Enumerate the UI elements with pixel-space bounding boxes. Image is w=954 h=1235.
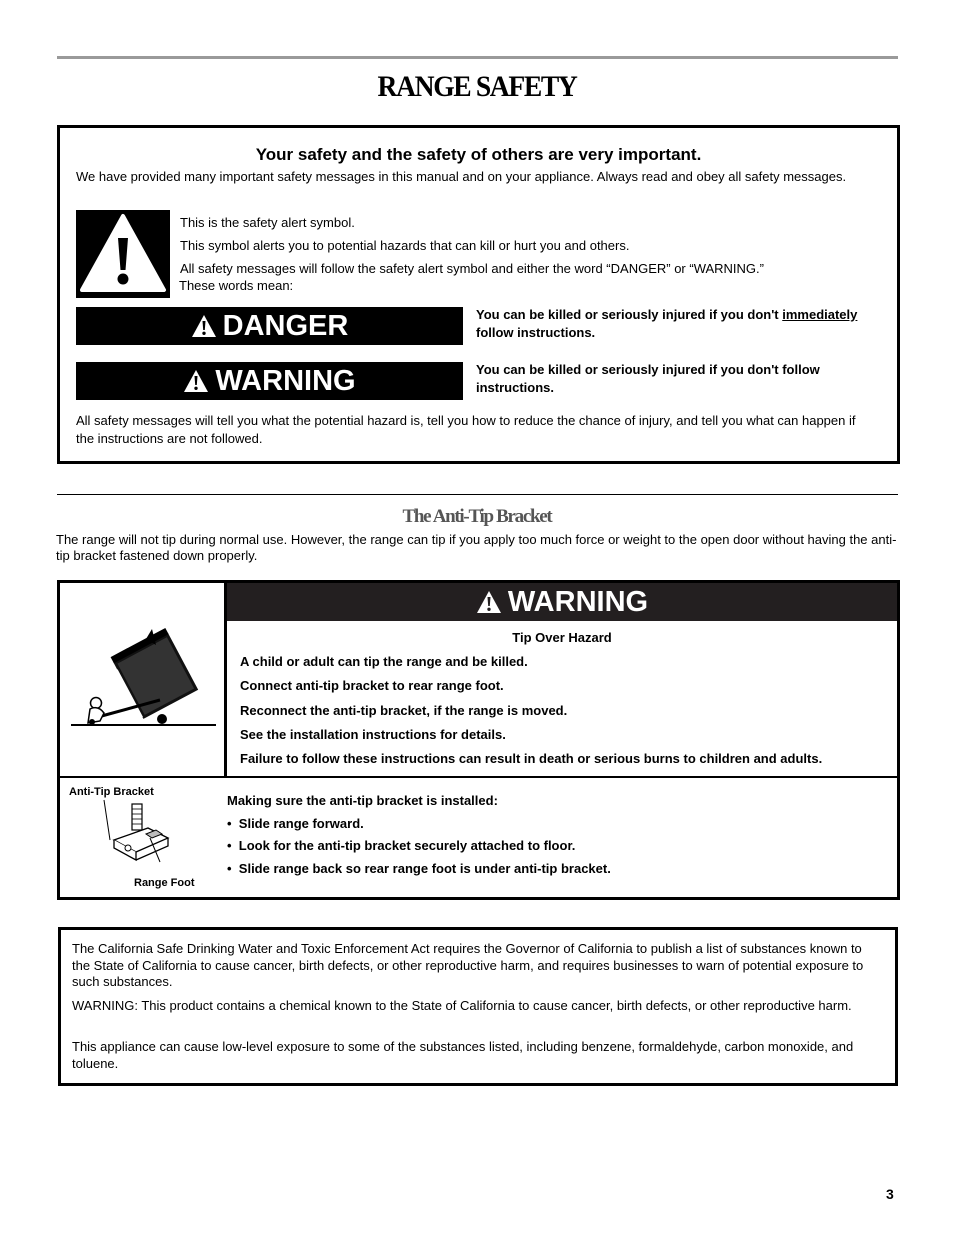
symbol-line-3: All safety messages will follow the safety alert symbol and either the word “DANGER” or “WARNING.” bbox=[180, 261, 764, 276]
danger-description bbox=[476, 306, 892, 342]
california-paragraph: The California Safe Drinking Water and Toxic Enforcement Act requires the Governor of California to publish a list of substances known to the State of California to cause cancer, birth defects, or other reproductive harm, and requires businesses to warn of potential exposure to such substances. bbox=[72, 941, 864, 989]
install-step: • Look for the anti-tip bracket securely attached to floor. bbox=[227, 838, 576, 853]
tip-warning-label: WARNING bbox=[507, 585, 649, 618]
hazard-line: See the installation instructions for details. bbox=[240, 727, 506, 742]
install-step: • Slide range forward. bbox=[227, 816, 364, 831]
danger-alert-icon bbox=[191, 314, 217, 338]
safety-provided-text: We have provided many important safety messages in this manual and on your appliance. Always read and obey all safety messages. bbox=[76, 169, 847, 184]
bullet-icon: • bbox=[227, 816, 239, 831]
section-rule bbox=[57, 494, 898, 495]
california-notice-box bbox=[58, 927, 898, 1086]
install-heading: Making sure the anti-tip bracket is installed: bbox=[227, 793, 498, 808]
anti-tip-bracket-diagram-icon bbox=[90, 798, 190, 878]
safety-intro-box bbox=[57, 125, 900, 464]
box-divider-horizontal bbox=[60, 776, 897, 778]
hazard-line: Failure to follow these instructions can result in death or serious burns to children and adults. bbox=[240, 751, 823, 766]
anti-tip-warning-box bbox=[57, 580, 900, 900]
hazard-line: Reconnect the anti-tip bracket, if the range is moved. bbox=[240, 703, 568, 718]
symbol-line-4: These words mean: bbox=[179, 278, 294, 293]
bullet-icon: • bbox=[227, 861, 239, 876]
warning-label: WARNING bbox=[215, 364, 356, 397]
hazard-line: Connect anti-tip bracket to rear range foot. bbox=[240, 678, 504, 693]
danger-desc-end: follow instructions. bbox=[476, 325, 596, 340]
bullet-icon: • bbox=[227, 838, 239, 853]
page-title: RANGE SAFETY bbox=[377, 70, 577, 103]
warning-banner bbox=[76, 362, 463, 400]
safety-alert-symbol-icon bbox=[76, 210, 170, 298]
california-paragraph: WARNING: This product contains a chemical known to the State of California to cause cancer, birth defects, or other reproductive harm. bbox=[72, 998, 852, 1013]
symbol-line-1: This is the safety alert symbol. bbox=[180, 215, 355, 230]
california-paragraph: This appliance can cause low-level exposure to some of the substances listed, including benzene, formaldehyde, carbon monoxide, and toluene. bbox=[72, 1039, 854, 1071]
tip-over-hazard-title: Tip Over Hazard bbox=[512, 630, 612, 645]
tip-warning-banner bbox=[227, 583, 897, 621]
page-number: 3 bbox=[886, 1186, 894, 1202]
hazard-line: A child or adult can tip the range and be killed. bbox=[240, 654, 528, 669]
install-step: • Slide range back so rear range foot is under anti-tip bracket. bbox=[227, 861, 611, 876]
anti-tip-intro: The range will not tip during normal use. However, the range can tip if you apply too much force or weight to the open door without having the anti-tip bracket fastened down properly. bbox=[56, 532, 897, 563]
danger-desc-start: You can be killed or seriously injured if you don't bbox=[476, 307, 783, 322]
range-foot-label: Range Foot bbox=[134, 877, 195, 889]
warning-description: You can be killed or seriously injured if you don't follow instructions. bbox=[476, 362, 820, 395]
warning-alert-icon bbox=[183, 369, 209, 393]
danger-desc-emphasis: immediately bbox=[782, 307, 858, 322]
anti-tip-title: The Anti-Tip Bracket bbox=[402, 506, 552, 527]
safety-closing-text: All safety messages will tell you what the potential hazard is, tell you how to reduce the chance of injury, and tell you what can happen if the instructions are not followed. bbox=[76, 413, 856, 446]
anti-tip-bracket-label: Anti-Tip Bracket bbox=[69, 786, 154, 798]
symbol-line-2: This symbol alerts you to potential hazards that can kill or hurt you and others. bbox=[180, 238, 630, 253]
safety-heading: Your safety and the safety of others are very important. bbox=[255, 145, 702, 164]
danger-banner bbox=[76, 307, 463, 345]
top-rule bbox=[57, 56, 898, 59]
tip-warning-alert-icon bbox=[476, 590, 502, 614]
tip-over-illustration-icon bbox=[68, 625, 218, 735]
danger-label: DANGER bbox=[222, 309, 349, 342]
